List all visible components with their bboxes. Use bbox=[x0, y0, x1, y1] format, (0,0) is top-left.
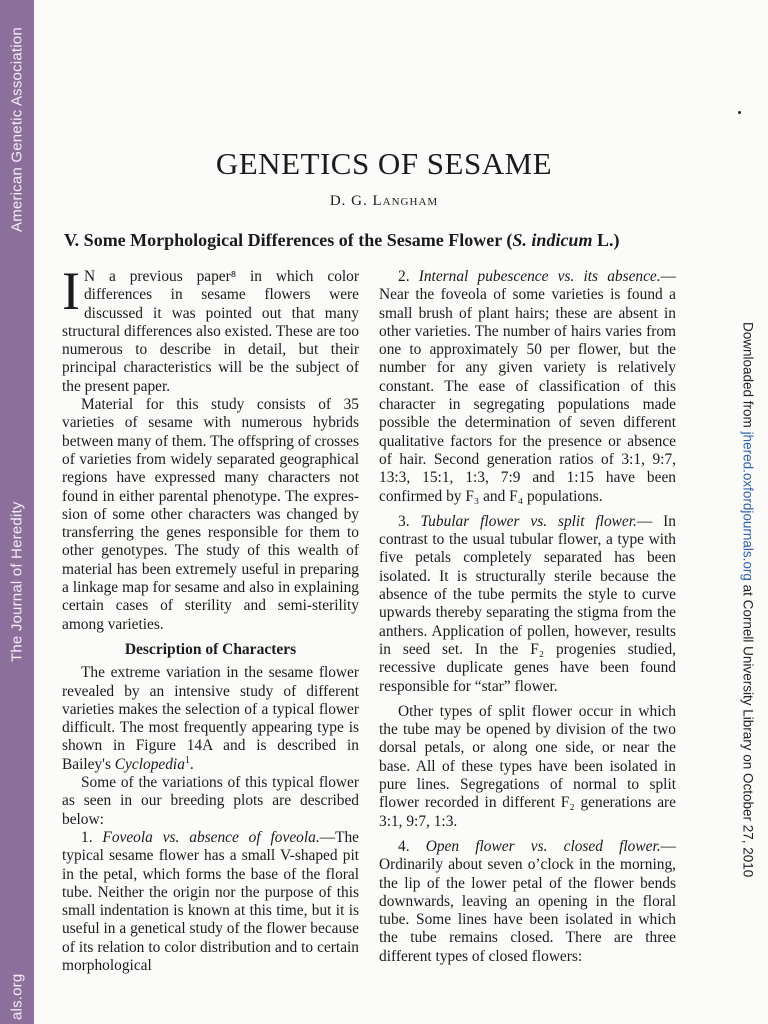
reference-superscript: 1 bbox=[184, 754, 190, 766]
subtitle-end: L.) bbox=[592, 230, 620, 250]
item-text: — Ordinarily about seven o’clock in the morning, the lip of the lower petal of the flower bends downwards, leaving an opening in the floral tube. Some lines have been isolated in which the tube remains closed. There are three different types of closed flowers: bbox=[379, 837, 676, 965]
subtitle-species: S. indicum bbox=[512, 230, 593, 250]
item-title: Foveola vs. absence of foveola. bbox=[102, 828, 320, 846]
sidebar-association-name: American Genetic Association bbox=[8, 27, 26, 232]
material-paragraph: Material for this study consists of 35 varieties of sesame with numerous hybrids between many of them. The offspring of crosses of varieties from widely separated geographical regions have expressed many characters not found in either parental phenotype. The expression of some other characters was changed by transferring the genes responsible for them to other genotypes. The study of this wealth of material has been extremely useful in preparing a linkage map for sesame and also in explaining certain cases of sterility and semi-sterility among varieties. bbox=[62, 396, 359, 633]
item-title: Open flower vs. closed flower. bbox=[425, 837, 661, 855]
item-tubular-flower bbox=[379, 513, 676, 696]
article-subtitle bbox=[64, 230, 704, 251]
variation-paragraph bbox=[62, 664, 359, 774]
item-text: — In contrast to the usual tubular flower, a type with five petals completely separated has been isolated. It is structurally sterile because the absence of the tube permits the style to curve upwards thereby separating the stigma from the anthers. Application of pollen, however, results in seed set. In the F₂ progenies studied, recessive duplicate genes have been found responsible for “star” flower. bbox=[379, 512, 677, 695]
cyclopedia-italic: Cyclopedia bbox=[114, 755, 185, 773]
item-number: 3. bbox=[398, 512, 421, 530]
download-notice-suffix: at Cornell University Library on October 27, 2010 bbox=[740, 580, 756, 878]
author-initials: D. G. bbox=[329, 193, 373, 209]
author-surname: Langham bbox=[372, 193, 439, 209]
item-pubescence bbox=[379, 268, 676, 506]
intro-text: N a previous paper⁸ in which color differences in sesame flowers were discussed it was pointed out that many structural differences also existed. These are too numerous to describe in detail, but their principal characteristics will be the subject of the present paper. bbox=[62, 268, 359, 395]
item-open-flower bbox=[379, 838, 676, 966]
sidebar-journal-name: The Journal of Heredity bbox=[8, 501, 26, 662]
stray-dot bbox=[738, 111, 741, 114]
drop-cap: I bbox=[62, 261, 80, 321]
item-title: Tubular flower vs. split flower. bbox=[420, 512, 637, 530]
item-number: 4. bbox=[398, 837, 426, 855]
right-column bbox=[379, 268, 676, 966]
item-foveola bbox=[62, 829, 359, 975]
variations-intro-paragraph: Some of the variations of this typical flower as seen in our breeding plots are described below: bbox=[62, 774, 359, 828]
item-number: 2. bbox=[398, 268, 419, 285]
left-column bbox=[62, 261, 359, 975]
variation-end: . bbox=[189, 755, 194, 773]
sidebar-url-fragment[interactable]: als.org bbox=[8, 973, 26, 1020]
variation-text: The extreme variation in the sesame flower revealed by an intensive study of different varieties makes the selection of a typical flower difficult. The most frequently appearing type is shown in Figure 14A and is described in Bailey's bbox=[62, 664, 359, 773]
item-text: —Near the foveola of some varieties is found a small brush of plant hairs; these are absent in other varieties. The number of hairs varies from one to approximately 50 per flower, but the number for any given variety is relatively constant. The ease of classification of this character in segregating populations made possible the determination of seven different qualitative factors for the presence or absence of hair. Second generation ratios of 3:1, 9:7, 13:3, 15:1, 1:3, 7:9 and 1:15 have been confirmed by F₃ and F₄ populations. bbox=[379, 268, 677, 505]
download-notice-prefix: Downloaded from bbox=[740, 322, 756, 432]
article-author bbox=[0, 193, 768, 210]
download-notice-link[interactable]: jhered.oxfordjournals.org bbox=[740, 431, 756, 581]
item-title: Internal pubescence vs. its absence. bbox=[418, 268, 661, 285]
split-flower-paragraph: Other types of split flower occur in which the tube may be opened by division of the two dorsal petals, or along one side, or near the base. All of these types have been isolated in pure lines. Segregations of normal to split flower recorded in different F₂ generations are 3:1, 9:7, 1:3. bbox=[379, 702, 676, 830]
item-text: —The typical sesame flower has a small V-shaped pit in the petal, which forms the base of the floral tube. Neither the origin nor the purpose of this small indentation is known at this time, but it is useful in a genetical study of the flower because of its relation to color distribution and to certain morphological bbox=[62, 828, 359, 974]
section-heading: Description of Characters bbox=[124, 640, 297, 658]
subtitle-main: V. Some Morphological Differences of the Sesame Flower ( bbox=[64, 230, 513, 250]
intro-paragraph bbox=[62, 261, 359, 396]
item-number: 1. bbox=[81, 828, 103, 846]
article-title: GENETICS OF SESAME bbox=[215, 146, 553, 181]
download-notice bbox=[741, 322, 756, 877]
